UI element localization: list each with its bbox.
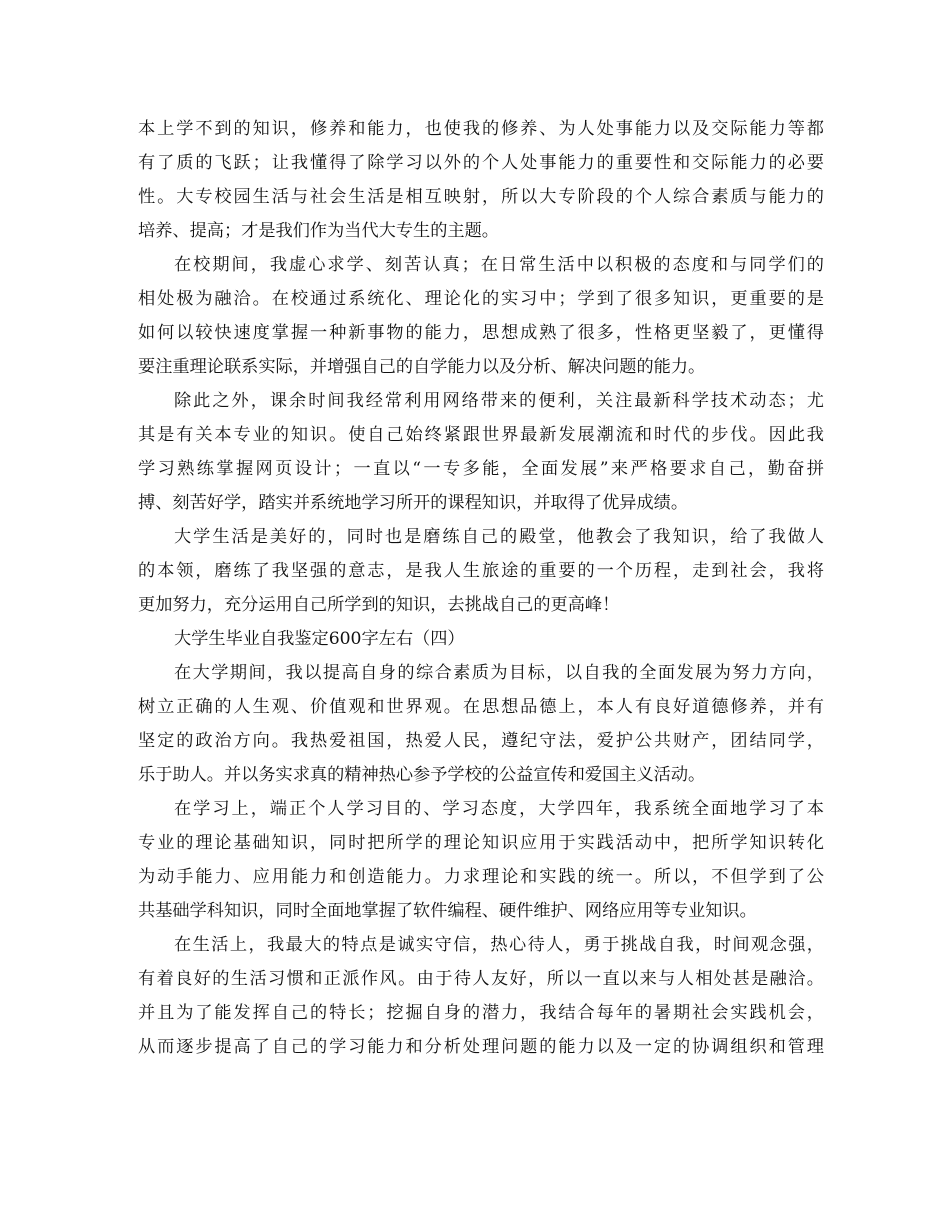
text-line: 共基础学科知识，同时全面地掌握了软件编程、硬件维护、网络应用等专业知识。 [138,901,757,921]
text-line: 在校期间，我虚心求学、刻苦认真；在日常生活中以积极的态度和与同学们的 [174,255,824,275]
text-line: 性。大专校园生活与社会生活是相互映射，所以大专阶段的个人综合素质与能力的 [138,187,824,207]
paragraph [138,248,824,384]
paragraph [138,520,824,622]
paragraph [138,928,824,1064]
paragraph [138,656,824,792]
text-line: 坚定的政治方向。我热爱祖国，热爱人民，遵纪守法，爱护公共财产，团结同学， [138,731,824,751]
text-line: 本上学不到的知识，修养和能力，也使我的修养、为人处事能力以及交际能力等都 [138,119,824,139]
text-line: 除此之外，课余时间我经常利用网络带来的便利，关注最新科学技术动态；尤 [174,391,824,411]
text-line: 并且为了能发挥自己的特长；挖掘自身的潜力，我结合每年的暑期社会实践机会， [138,1003,824,1023]
text-line: 在生活上，我最大的特点是诚实守信，热心待人，勇于挑战自我，时间观念强， [174,935,824,955]
text-line: 在大学期间，我以提高自身的综合素质为目标，以自我的全面发展为努力方向， [174,663,824,683]
text-line: 如何以较快速度掌握一种新事物的能力，思想成熟了很多，性格更坚毅了，更懂得 [138,323,824,343]
text-line: 树立正确的人生观、价值观和世界观。在思想品德上，本人有良好道德修养，并有 [138,697,824,717]
paragraph [138,112,824,248]
text-line: 为动手能力、应用能力和创造能力。力求理论和实践的统一。所以，不但学到了公 [138,867,824,887]
text-line: 搏、刻苦好学，踏实并系统地学习所开的课程知识，并取得了优异成绩。 [138,493,689,513]
text-line: 其是有关本专业的知识。使自己始终紧跟世界最新发展潮流和时代的步伐。因此我 [138,425,824,445]
paragraph [138,622,824,656]
document-body [138,112,824,1064]
text-line: 乐于助人。并以务实求真的精神热心参予学校的公益宣传和爱国主义活动。 [138,765,706,785]
text-line: 专业的理论基础知识，同时把所学的理论知识应用于实践活动中，把所学知识转化 [138,833,824,853]
text-line: 大学生活是美好的，同时也是磨练自己的殿堂，他教会了我知识，给了我做人 [174,527,824,547]
text-line: 有了质的飞跃；让我懂得了除学习以外的个人处事能力的重要性和交际能力的必要 [138,153,824,173]
text-line: 培养、提高；才是我们作为当代大专生的主题。 [138,221,499,241]
text-line: 学习熟练掌握网页设计；一直以“一专多能，全面发展”来严格要求自己，勤奋拼 [138,459,824,479]
text-line: 的本领，磨练了我坚强的意志，是我人生旅途的重要的一个历程，走到社会，我将 [138,561,824,581]
text-line: 从而逐步提高了自己的学习能力和分析处理问题的能力以及一定的协调组织和管理 [138,1037,824,1057]
text-line: 在学习上，端正个人学习目的、学习态度，大学四年，我系统全面地学习了本 [174,799,824,819]
paragraph [138,384,824,520]
text-line: 要注重理论联系实际，并增强自己的自学能力以及分析、解决问题的能力。 [138,357,706,377]
text-line: 相处极为融洽。在校通过系统化、理论化的实习中；学到了很多知识，更重要的是 [138,289,824,309]
text-line: 有着良好的生活习惯和正派作风。由于待人友好，所以一直以来与人相处甚是融洽。 [138,969,824,989]
text-line: 更加努力，充分运用自己所学到的知识，去挑战自己的更高峰！ [138,595,620,615]
text-line: 大学生毕业自我鉴定600字左右（四） [174,629,465,649]
paragraph [138,792,824,928]
